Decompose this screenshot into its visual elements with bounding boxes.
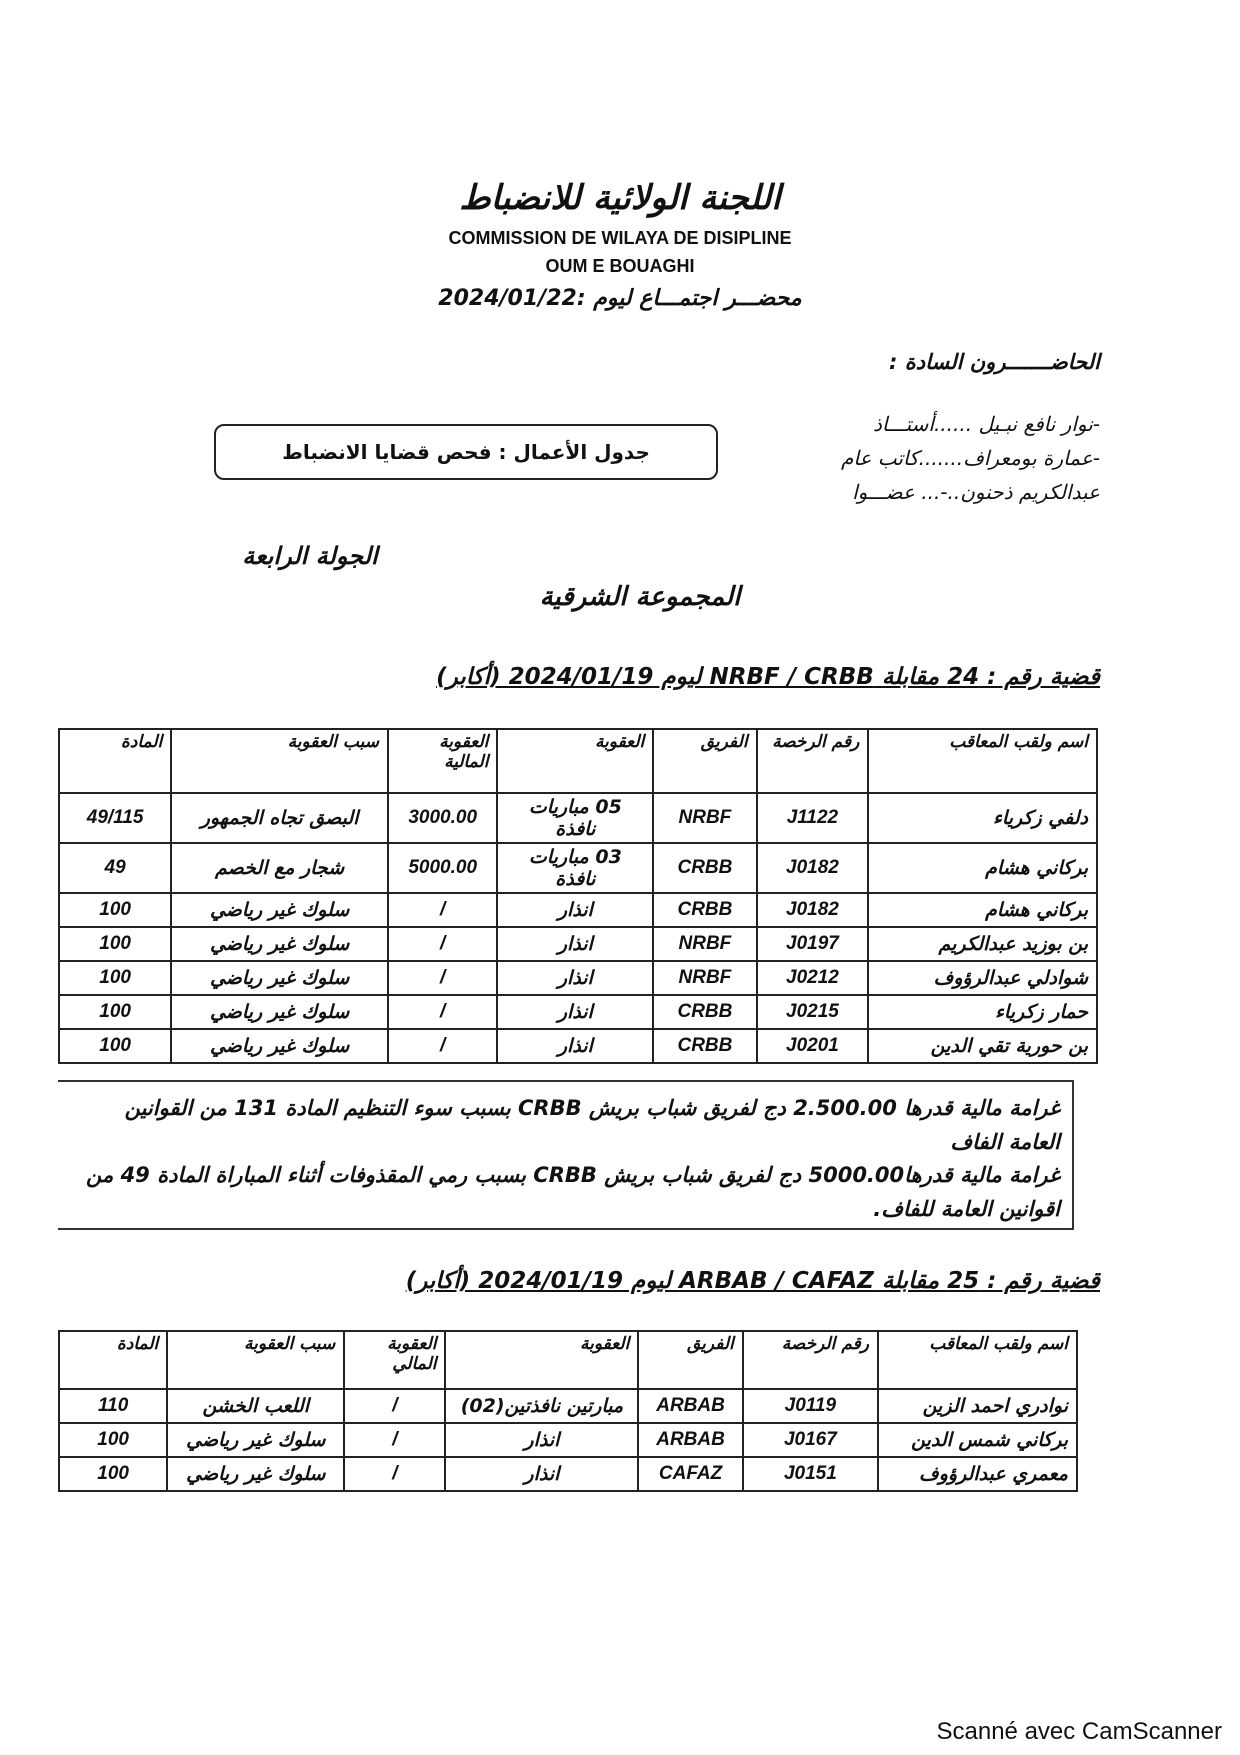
attendance-heading: الحاضـــــــرون السادة :	[889, 350, 1100, 374]
cell-fine: /	[388, 961, 497, 995]
header-article: المادة	[59, 1331, 167, 1389]
cell-name: نوادري احمد الزين	[878, 1389, 1077, 1423]
meeting-minutes-date: محضـــر اجتمـــاع ليوم :2024/01/22	[438, 286, 802, 311]
table-row	[59, 1457, 1077, 1491]
cell-license: J0182	[757, 843, 869, 893]
commission-title-arabic: اللجنة الولائية للانضباط	[459, 178, 781, 218]
cell-reason: سلوك غير رياضي	[171, 927, 388, 961]
header-name: اسم ولقب المعاقب	[878, 1331, 1077, 1389]
cell-penalty: 05 مباريات نافذة	[497, 793, 653, 843]
cell-team: CRBB	[653, 843, 756, 893]
table-row	[59, 1029, 1097, 1063]
cell-license: J0119	[743, 1389, 878, 1423]
header-penalty: العقوبة	[445, 1331, 638, 1389]
cell-penalty: انذار	[497, 1029, 653, 1063]
commission-location: OUM E BOUAGHI	[545, 256, 695, 276]
case-24-table	[58, 728, 1098, 1064]
cell-fine: /	[344, 1457, 445, 1491]
cell-team: CRBB	[653, 893, 756, 927]
cell-fine: /	[344, 1423, 445, 1457]
cell-fine: 5000.00	[388, 843, 497, 893]
cell-team: CRBB	[653, 995, 756, 1029]
table-row	[59, 843, 1097, 893]
header-fine: العقوبة المالية	[388, 729, 497, 793]
cell-penalty: 03 مباريات نافذة	[497, 843, 653, 893]
cell-fine: 3000.00	[388, 793, 497, 843]
cell-reason: سلوك غير رياضي	[171, 961, 388, 995]
table-row	[59, 893, 1097, 927]
cell-reason: شجار مع الخصم	[171, 843, 388, 893]
table-header-row	[59, 1331, 1077, 1389]
header-reason: سبب العقوبة	[167, 1331, 344, 1389]
commission-title-french: COMMISSION DE WILAYA DE DISIPLINE	[448, 228, 792, 248]
header-team: الفريق	[653, 729, 756, 793]
cell-article: 100	[59, 927, 171, 961]
agenda-box: جدول الأعمال : فحص قضايا الانضباط	[214, 424, 718, 480]
table-row	[59, 995, 1097, 1029]
case-24-title: قضية رقم : 24 مقابلة NRBF / CRBB ليوم 2024/01/19 (أكابر)	[436, 664, 1100, 690]
header-team: الفريق	[638, 1331, 742, 1389]
table-row	[59, 793, 1097, 843]
cell-article: 100	[59, 1029, 171, 1063]
cell-fine: /	[388, 995, 497, 1029]
cell-penalty: انذار	[497, 961, 653, 995]
cell-article: 100	[59, 1457, 167, 1491]
cell-penalty: انذار	[445, 1423, 638, 1457]
case-24-fines-note	[58, 1080, 1074, 1230]
cell-team: ARBAB	[638, 1389, 742, 1423]
cell-name: دلفي زكرياء	[868, 793, 1097, 843]
cell-article: 100	[59, 961, 171, 995]
header-article: المادة	[59, 729, 171, 793]
cell-name: بن حورية تقي الدين	[868, 1029, 1097, 1063]
header-license: رقم الرخصة	[757, 729, 869, 793]
case-25-table	[58, 1330, 1078, 1492]
cell-penalty: انذار	[497, 995, 653, 1029]
header-name: اسم ولقب المعاقب	[868, 729, 1097, 793]
cell-article: 100	[59, 893, 171, 927]
cell-reason: سلوك غير رياضي	[167, 1457, 344, 1491]
table-row	[59, 1389, 1077, 1423]
cell-article: 110	[59, 1389, 167, 1423]
cell-license: J0215	[757, 995, 869, 1029]
cell-article: 49/115	[59, 793, 171, 843]
cell-team: ARBAB	[638, 1423, 742, 1457]
table-row	[59, 1423, 1077, 1457]
cell-license: J0201	[757, 1029, 869, 1063]
table-header-row	[59, 729, 1097, 793]
scanner-watermark: Scanné avec CamScanner	[936, 1718, 1222, 1745]
cell-license: J0197	[757, 927, 869, 961]
cell-license: J0182	[757, 893, 869, 927]
cell-license: J1122	[757, 793, 869, 843]
cell-article: 100	[59, 995, 171, 1029]
cell-penalty: انذار	[497, 927, 653, 961]
header-penalty: العقوبة	[497, 729, 653, 793]
cell-name: حمار زكرياء	[868, 995, 1097, 1029]
note-line-1: غرامة مالية قدرها 2.500.00 دج لفريق شباب بريش CRBB بسبب سوء التنظيم المادة 131 من القوانين العامة الفاف	[124, 1096, 1060, 1154]
cell-name: بركاني شمس الدين	[878, 1423, 1077, 1457]
table-row	[59, 961, 1097, 995]
cell-fine: /	[388, 1029, 497, 1063]
attendee-1: -نوار نافع نبـيل ......أستـــاذ	[873, 412, 1100, 436]
attendee-2: -عمارة بومعراف.......كاتب عام	[841, 446, 1100, 470]
cell-reason: البصق تجاه الجمهور	[171, 793, 388, 843]
cell-team: CAFAZ	[638, 1457, 742, 1491]
case-25-title: قضية رقم : 25 مقابلة ARBAB / CAFAZ ليوم 2024/01/19 (أكابر)	[405, 1268, 1100, 1294]
round-heading: الجولة الرابعة	[242, 542, 378, 570]
cell-license: J0167	[743, 1423, 878, 1457]
cell-name: معمري عبدالرؤوف	[878, 1457, 1077, 1491]
cell-reason: سلوك غير رياضي	[171, 893, 388, 927]
cell-fine: /	[388, 927, 497, 961]
cell-article: 100	[59, 1423, 167, 1457]
cell-name: شوادلي عبدالرؤوف	[868, 961, 1097, 995]
note-line-2: غرامة مالية قدرها5000.00 دج لفريق شباب بريش CRBB بسبب رمي المقذوفات أثناء المباراة المادة 49 من	[86, 1163, 1060, 1188]
cell-team: NRBF	[653, 793, 756, 843]
cell-penalty: انذار	[497, 893, 653, 927]
group-heading: المجموعة الشرقية	[539, 582, 741, 612]
cell-name: بركاني هشام	[868, 893, 1097, 927]
header-fine: العقوبة المالي	[344, 1331, 445, 1389]
cell-name: بركاني هشام	[868, 843, 1097, 893]
note-line-3: اقوانين العامة للفاف.	[873, 1196, 1060, 1221]
cell-article: 49	[59, 843, 171, 893]
cell-reason: اللعب الخشن	[167, 1389, 344, 1423]
cell-team: CRBB	[653, 1029, 756, 1063]
attendee-3: عبدالكريم ذحنون..-... عضـــوا	[852, 480, 1100, 504]
cell-name: بن بوزيد عبدالكريم	[868, 927, 1097, 961]
cell-reason: سلوك غير رياضي	[171, 1029, 388, 1063]
cell-team: NRBF	[653, 961, 756, 995]
cell-reason: سلوك غير رياضي	[171, 995, 388, 1029]
cell-penalty: مبارتين نافذتين(02)	[445, 1389, 638, 1423]
cell-fine: /	[388, 893, 497, 927]
cell-license: J0151	[743, 1457, 878, 1491]
header-license: رقم الرخصة	[743, 1331, 878, 1389]
table-row	[59, 927, 1097, 961]
cell-license: J0212	[757, 961, 869, 995]
cell-reason: سلوك غير رياضي	[167, 1423, 344, 1457]
cell-fine: /	[344, 1389, 445, 1423]
cell-team: NRBF	[653, 927, 756, 961]
cell-penalty: انذار	[445, 1457, 638, 1491]
header-reason: سبب العقوبة	[171, 729, 388, 793]
